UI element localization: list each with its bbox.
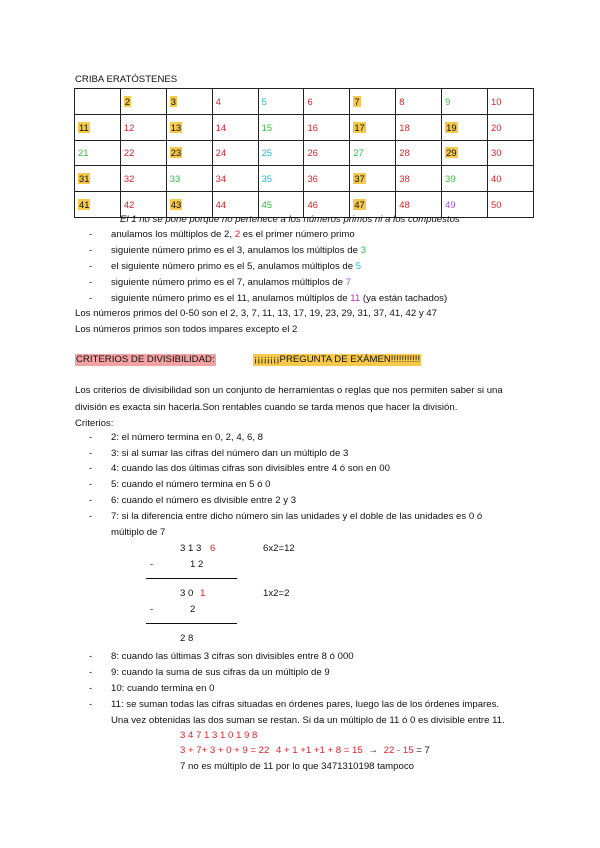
sieve-cell	[396, 114, 442, 140]
step-text: siguiente número primo es el 11, anulamos múltiplos de	[111, 293, 351, 304]
sieve-cell	[120, 140, 166, 166]
sieve-cell	[258, 89, 304, 115]
step-text: el siguiente número primo es el 5, anulamos múltiplos de	[111, 261, 356, 272]
sieve-number: 40	[491, 173, 502, 185]
calc-minus-1: -	[150, 559, 154, 570]
calc-row3-units: 1	[200, 588, 206, 599]
sieve-number: 8	[399, 95, 405, 107]
sieve-row	[75, 114, 534, 140]
bullet-dash: -	[89, 479, 93, 490]
step-text-tail: es el primer número primo	[240, 229, 355, 240]
sieve-number: 28	[399, 147, 410, 159]
sieve-number: 15	[261, 121, 272, 133]
sieve-number: 44	[215, 199, 227, 211]
criterios-label: Criterios:	[75, 418, 114, 429]
odd-primes-line: Los números primos son todos impares excepto el 2	[75, 324, 298, 335]
step-number: 5	[355, 261, 362, 272]
rule7-continuation: múltiplo de 7	[111, 527, 166, 538]
bullet-dash: -	[89, 261, 93, 272]
sieve-cell	[350, 114, 396, 140]
calc-row1-digits: 3 1 3	[180, 543, 202, 554]
sieve-cell	[442, 140, 488, 166]
sieve-number: 27	[353, 147, 364, 159]
sieve-number: 10	[491, 95, 502, 107]
bullet-dash: -	[89, 293, 93, 304]
sieve-cell	[396, 89, 442, 115]
calc-row1-note: 6x2=12	[263, 543, 295, 554]
sieve-number: 30	[491, 147, 502, 159]
step-text-tail: (ya están tachados)	[360, 293, 448, 304]
step-number: 7	[345, 277, 351, 288]
rule-text: 7: si la diferencia entre dicho número sin las unidades y el doble de las unidades es 0 ó	[111, 511, 483, 522]
calc-minus-2: -	[150, 604, 154, 615]
calc-row1-units: 6	[210, 543, 216, 554]
sieve-number: 21	[78, 147, 89, 159]
sieve-cell	[442, 114, 488, 140]
sieve-number: 17	[354, 121, 365, 133]
sieve-number: 12	[123, 121, 135, 133]
bullet-dash: -	[89, 432, 93, 443]
bullet-dash: -	[89, 463, 93, 474]
sieve-cell	[396, 166, 442, 192]
sieve-number: 26	[307, 147, 318, 159]
sieve-cell	[258, 140, 304, 166]
sieve-cell	[212, 140, 258, 166]
sieve-number: 23	[170, 147, 182, 159]
sieve-cell	[166, 166, 212, 192]
sieve-number: 19	[446, 121, 457, 133]
sieve-number: 18	[399, 121, 410, 133]
step-number: 11	[350, 293, 361, 304]
sieve-cell	[442, 166, 488, 192]
bullet-dash: -	[89, 245, 93, 256]
sieve-cell	[166, 89, 212, 115]
sieve-number: 25	[261, 147, 272, 159]
rule-text: 3: si al sumar las cifras del número dan un múltiplo de 3	[111, 448, 349, 459]
sieve-number: 9	[445, 95, 451, 107]
sieve-number: 36	[307, 173, 318, 185]
sieve-number: 47	[354, 199, 365, 211]
step-number: 3	[360, 245, 366, 256]
sieve-row	[75, 140, 534, 166]
intro-line-1: Los criterios de divisibilidad son un conjunto de herramientas o reglas que nos permiten saber si una	[75, 385, 503, 396]
bullet-dash: -	[89, 448, 93, 459]
calc-row4: 2	[190, 604, 196, 615]
sieve-number: 35	[261, 173, 272, 185]
sieve-number: 20	[491, 121, 502, 133]
sieve-number: 49	[445, 199, 456, 211]
sieve-number: 13	[170, 121, 182, 133]
step-text: siguiente número primo es el 3, anulamos los múltiplos de	[111, 245, 361, 256]
rule-text: 4: cuando las dos últimas cifras son divisibles entre 4 ó son en 00	[111, 463, 390, 474]
rule-text: 9: cuando la suma de sus cifras da un múltiplo de 9	[111, 667, 330, 678]
sieve-cell	[75, 114, 121, 140]
step-number: 2	[234, 229, 241, 240]
sieve-number: 43	[170, 199, 182, 211]
sieve-number: 45	[261, 199, 272, 211]
sieve-number: 38	[399, 173, 410, 185]
sieve-number: 34	[215, 173, 227, 185]
calc-row3-digits: 3 0	[180, 588, 194, 599]
sieve-cell	[212, 89, 258, 115]
sieve-cell	[488, 192, 534, 218]
sieve-number: 41	[79, 199, 90, 211]
example-difference: 22 - 15	[383, 745, 414, 756]
sieve-number: 50	[491, 199, 502, 211]
rule-text: 11: se suman todas las cifras situadas en órdenes pares, luego las de los órdenes impares.	[111, 699, 500, 710]
sieve-cell	[350, 166, 396, 192]
bullet-dash: -	[89, 699, 93, 710]
sieve-number: 2	[124, 95, 131, 107]
calc-row3-note: 1x2=2	[263, 588, 290, 599]
sieve-number: 11	[79, 121, 89, 133]
sieve-number: 22	[123, 147, 135, 159]
sieve-cell	[75, 140, 121, 166]
example-digits: 3 4 7 1 3 1 0 1 9 8	[180, 730, 258, 741]
example-sum-odd: 4 + 1 +1 +1 + 8 = 15	[276, 745, 363, 756]
sieve-row	[75, 89, 534, 115]
example-conclusion: 7 no es múltiplo de 11 por lo que 3471310198 tampoco	[180, 761, 414, 772]
bullet-dash: -	[89, 277, 93, 288]
bullet-dash: -	[89, 511, 93, 522]
step-text: anulamos los múltiplos de 2,	[111, 229, 235, 240]
intro-line-2: división es exacta sin hacerla.Son rentables cuando se tarda menos que hacer la división.	[75, 402, 458, 413]
calc-result: 2 8	[180, 633, 194, 644]
bullet-dash: -	[89, 229, 93, 240]
sieve-number: 7	[354, 95, 360, 107]
bullet-dash: -	[89, 495, 93, 506]
exam-banner: ¡¡¡¡¡¡¡¡PREGUNTA DE EXÁMEN!!!!!!!!!!!	[254, 354, 421, 365]
sieve-cell	[488, 89, 534, 115]
sieve-cell	[488, 140, 534, 166]
sieve-title: CRIBA ERATÓSTENES	[75, 74, 178, 85]
example-difference-result: = 7	[416, 745, 430, 756]
sieve-cell	[166, 140, 212, 166]
sieve-number: 14	[215, 121, 227, 133]
sieve-cell	[304, 114, 350, 140]
sieve-number: 31	[79, 173, 90, 185]
sieve-cell	[120, 89, 166, 115]
sieve-number: 42	[123, 199, 135, 211]
bullet-dash: -	[89, 667, 93, 678]
sieve-cell	[488, 114, 534, 140]
sieve-number: 37	[354, 173, 365, 185]
sieve-number: 6	[307, 95, 313, 107]
rule11-continuation: Una vez obtenidas las dos suman se restan. Si da un múltiplo de 11 ó 0 es divisible entre 11.	[111, 715, 505, 726]
bullet-dash: -	[89, 683, 93, 694]
rule-text: 5: cuando el número termina en 5 ó 0	[111, 479, 271, 490]
sieve-cell	[442, 89, 488, 115]
sieve-cell	[304, 89, 350, 115]
sieve-cell	[258, 114, 304, 140]
rule-text: 2: el número termina en 0, 2, 4, 6, 8	[111, 432, 263, 443]
rule-text: 6: cuando el número es divisible entre 2 y 3	[111, 495, 297, 506]
sieve-cell	[120, 166, 166, 192]
primes-line: Los números primos del 0-50 son el 2, 3, 7, 11, 13, 17, 19, 23, 29, 31, 37, 41, 42 y 47	[75, 308, 437, 319]
sieve-cell	[166, 114, 212, 140]
sieve-number: 24	[215, 147, 227, 159]
sieve-cell	[120, 114, 166, 140]
calc-rule-2	[146, 623, 237, 624]
sieve-number: 4	[215, 95, 221, 107]
step-text: siguiente número primo es el 7, anulamos múltiplos de	[111, 277, 346, 288]
sieve-row	[75, 166, 534, 192]
sieve-cell	[350, 140, 396, 166]
sieve-cell	[258, 166, 304, 192]
sieve-table	[74, 88, 534, 218]
sieve-cell	[350, 89, 396, 115]
sieve-cell	[75, 89, 121, 115]
sieve-number: 33	[169, 173, 181, 185]
sieve-number: 5	[261, 95, 267, 107]
sieve-number: 16	[307, 121, 318, 133]
sieve-number: 46	[307, 199, 318, 211]
arrow-icon: →	[368, 745, 378, 756]
sieve-number: 32	[123, 173, 135, 185]
sieve-number: 39	[445, 173, 456, 185]
sieve-number: 48	[399, 199, 410, 211]
calc-row2: 1 2	[190, 559, 204, 570]
rule-text: 10: cuando termina en 0	[111, 683, 215, 694]
sieve-cell	[304, 140, 350, 166]
sieve-cell	[396, 140, 442, 166]
sieve-cell	[488, 166, 534, 192]
sieve-cell	[75, 166, 121, 192]
sieve-number: 29	[446, 147, 457, 159]
sieve-note: El 1 no se pone porque no pertenece a los números primos ni a los compuestos	[120, 214, 460, 225]
criterios-heading: CRITERIOS DE DIVISIBILIDAD:	[76, 354, 215, 365]
sieve-cell	[212, 166, 258, 192]
sieve-cell	[75, 192, 121, 218]
bullet-dash: -	[89, 651, 93, 662]
rule-text: 8: cuando las últimas 3 cifras son divisibles entre 8 ó 000	[111, 651, 354, 662]
sieve-number: 3	[170, 95, 176, 107]
calc-rule-1	[146, 578, 237, 579]
sieve-cell	[304, 166, 350, 192]
example-sum-even: 3 + 7+ 3 + 0 + 9 = 22	[180, 745, 270, 756]
sieve-cell	[212, 114, 258, 140]
